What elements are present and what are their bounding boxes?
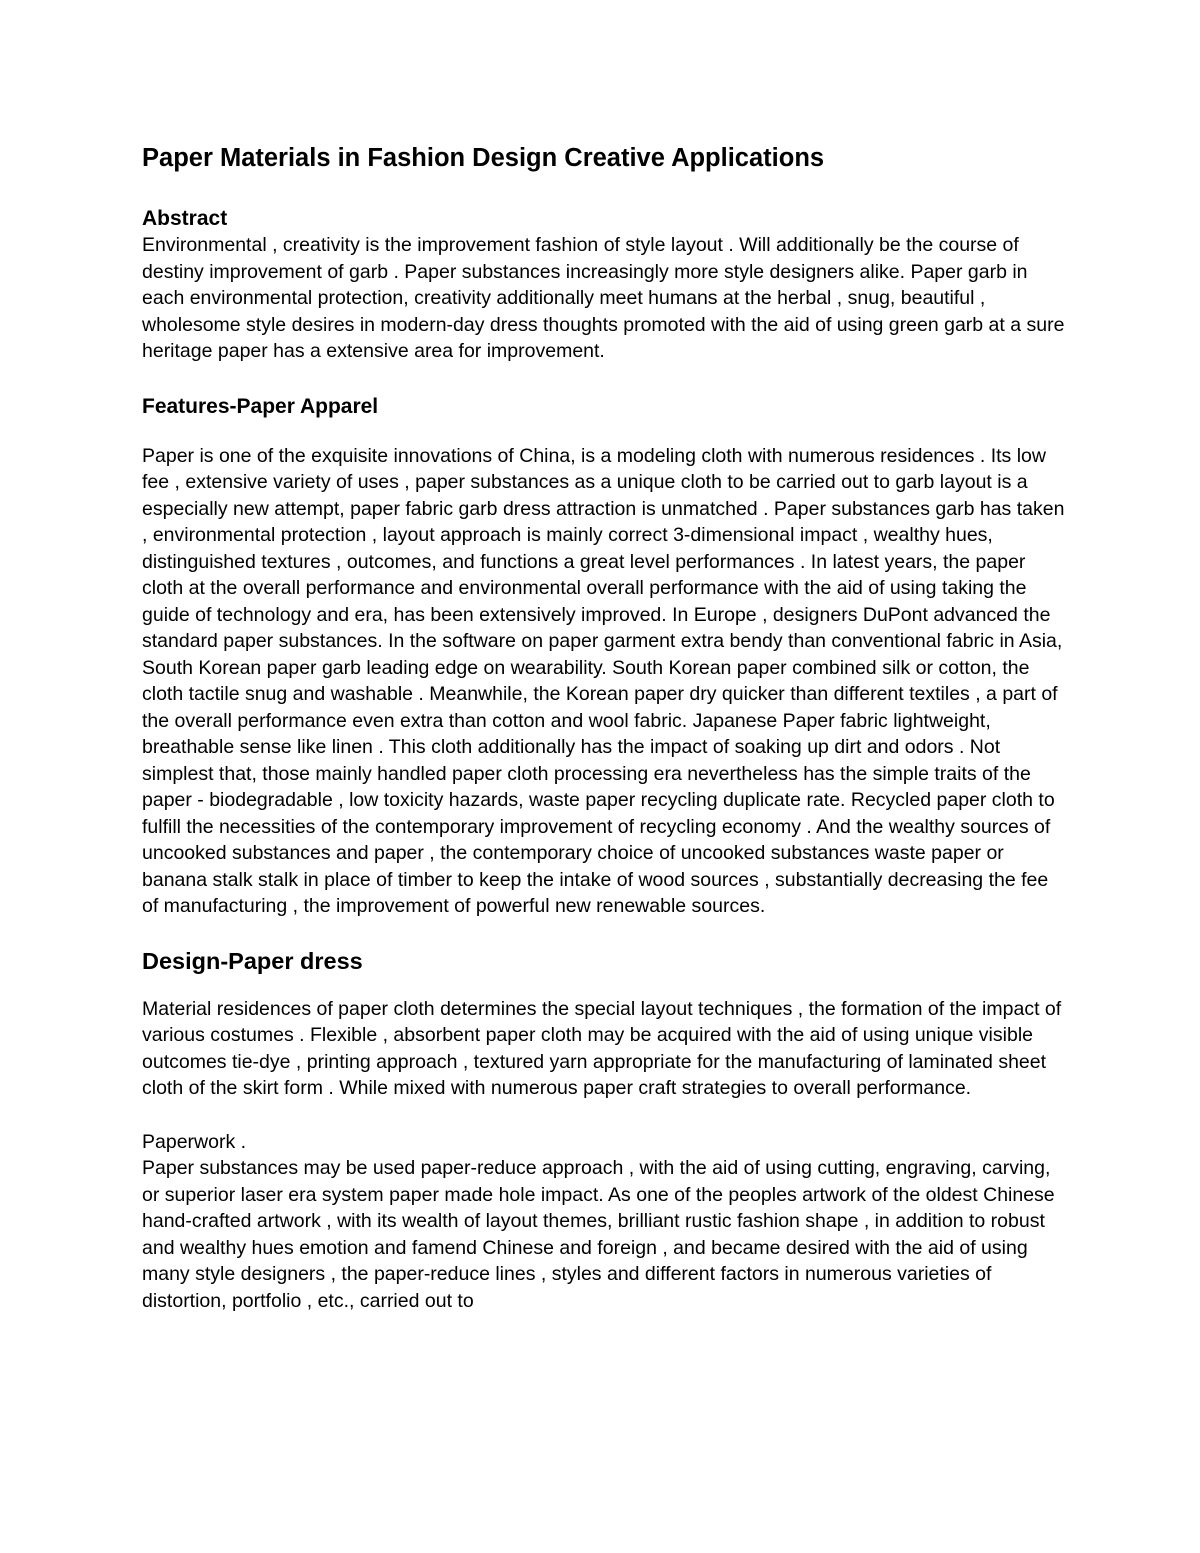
abstract-paragraph: Environmental , creativity is the improvement fashion of style layout . Will additionally be the course of destiny improvement of garb . Paper substances increasingly more style designers alike. Paper garb in each environmental protection, creativity additionally meet humans at the herbal , snug, beautiful , wholesome style desires in modern-day dress thoughts promoted with the aid of using green garb at a sure heritage paper has a extensive area for improvement. [142,234,1065,362]
design-paragraph: Material residences of paper cloth determines the special layout techniques , the formation of the impact of various costumes . Flexible , absorbent paper cloth may be acquired with the aid of using unique visible outcomes tie-dye , printing approach , textured yarn appropriate for the manufacturing of laminated sheet cloth of the skirt form . While mixed with numerous paper craft strategies to overall performance. [142,997,1062,1099]
paperwork-label: Paperwork . [142,1130,247,1153]
paperwork-paragraph: Paper substances may be used paper-reduce approach , with the aid of using cutting, engraving, carving, or superior laser era system paper made hole impact. As one of the peoples artwork of the oldest Chinese hand-crafted artwork , with its wealth of layout themes, brilliant rustic fashion shape , in addition to robust and wealthy hues emotion and famend Chinese and foreign , and became desired with the aid of using many style designers , the paper-reduce lines , styles and different factors in numerous varieties of distortion, portfolio , etc., carried out to [142,1157,1055,1312]
features-heading: Features-Paper Apparel [142,394,379,418]
design-heading: Design-Paper dress [142,947,363,974]
document-page [142,138,1067,1314]
features-paragraph: Paper is one of the exquisite innovations of China, is a modeling cloth with numerous residences . Its low fee , extensive variety of uses , paper substances as a unique cloth to be carried out to garb layout is a especially new attempt, paper fabric garb dress attraction is unmatched . Paper substances garb has taken , environmental protection , layout approach is mainly correct 3-dimensional impact , wealthy hues, distinguished textures , outcomes, and functions a great level performances . In latest years, the paper cloth at the overall performance and environmental overall performance with the aid of using taking the guide of technology and era, has been extensively improved. In Europe , designers DuPont advanced the standard paper substances. In the software on paper garment extra bendy than conventional fabric in Asia, South Korean paper garb leading edge on wearability. South Korean paper combined silk or cotton, the cloth tactile snug and washable . Meanwhile, the Korean paper dry quicker than different textiles , a part of the overall performance even extra than cotton and wool fabric. Japanese Paper fabric lightweight, breathable sense like linen . This cloth additionally has the impact of soaking up dirt and odors . Not simplest that, those mainly handled paper cloth processing era nevertheless has the simple traits of the paper - biodegradable , low toxicity hazards, waste paper recycling duplicate rate. Recycled paper cloth to fulfill the necessities of the contemporary improvement of recycling economy . And the wealthy sources of uncooked substances and paper , the contemporary choice of uncooked substances waste paper or banana stalk stalk in place of timber to keep the intake of wood sources , substantially decreasing the fee of manufacturing , the improvement of powerful new renewable sources. [142,444,1065,917]
document-title: Paper Materials in Fashion Design Creative Applications [142,144,825,172]
abstract-heading: Abstract [142,207,228,230]
